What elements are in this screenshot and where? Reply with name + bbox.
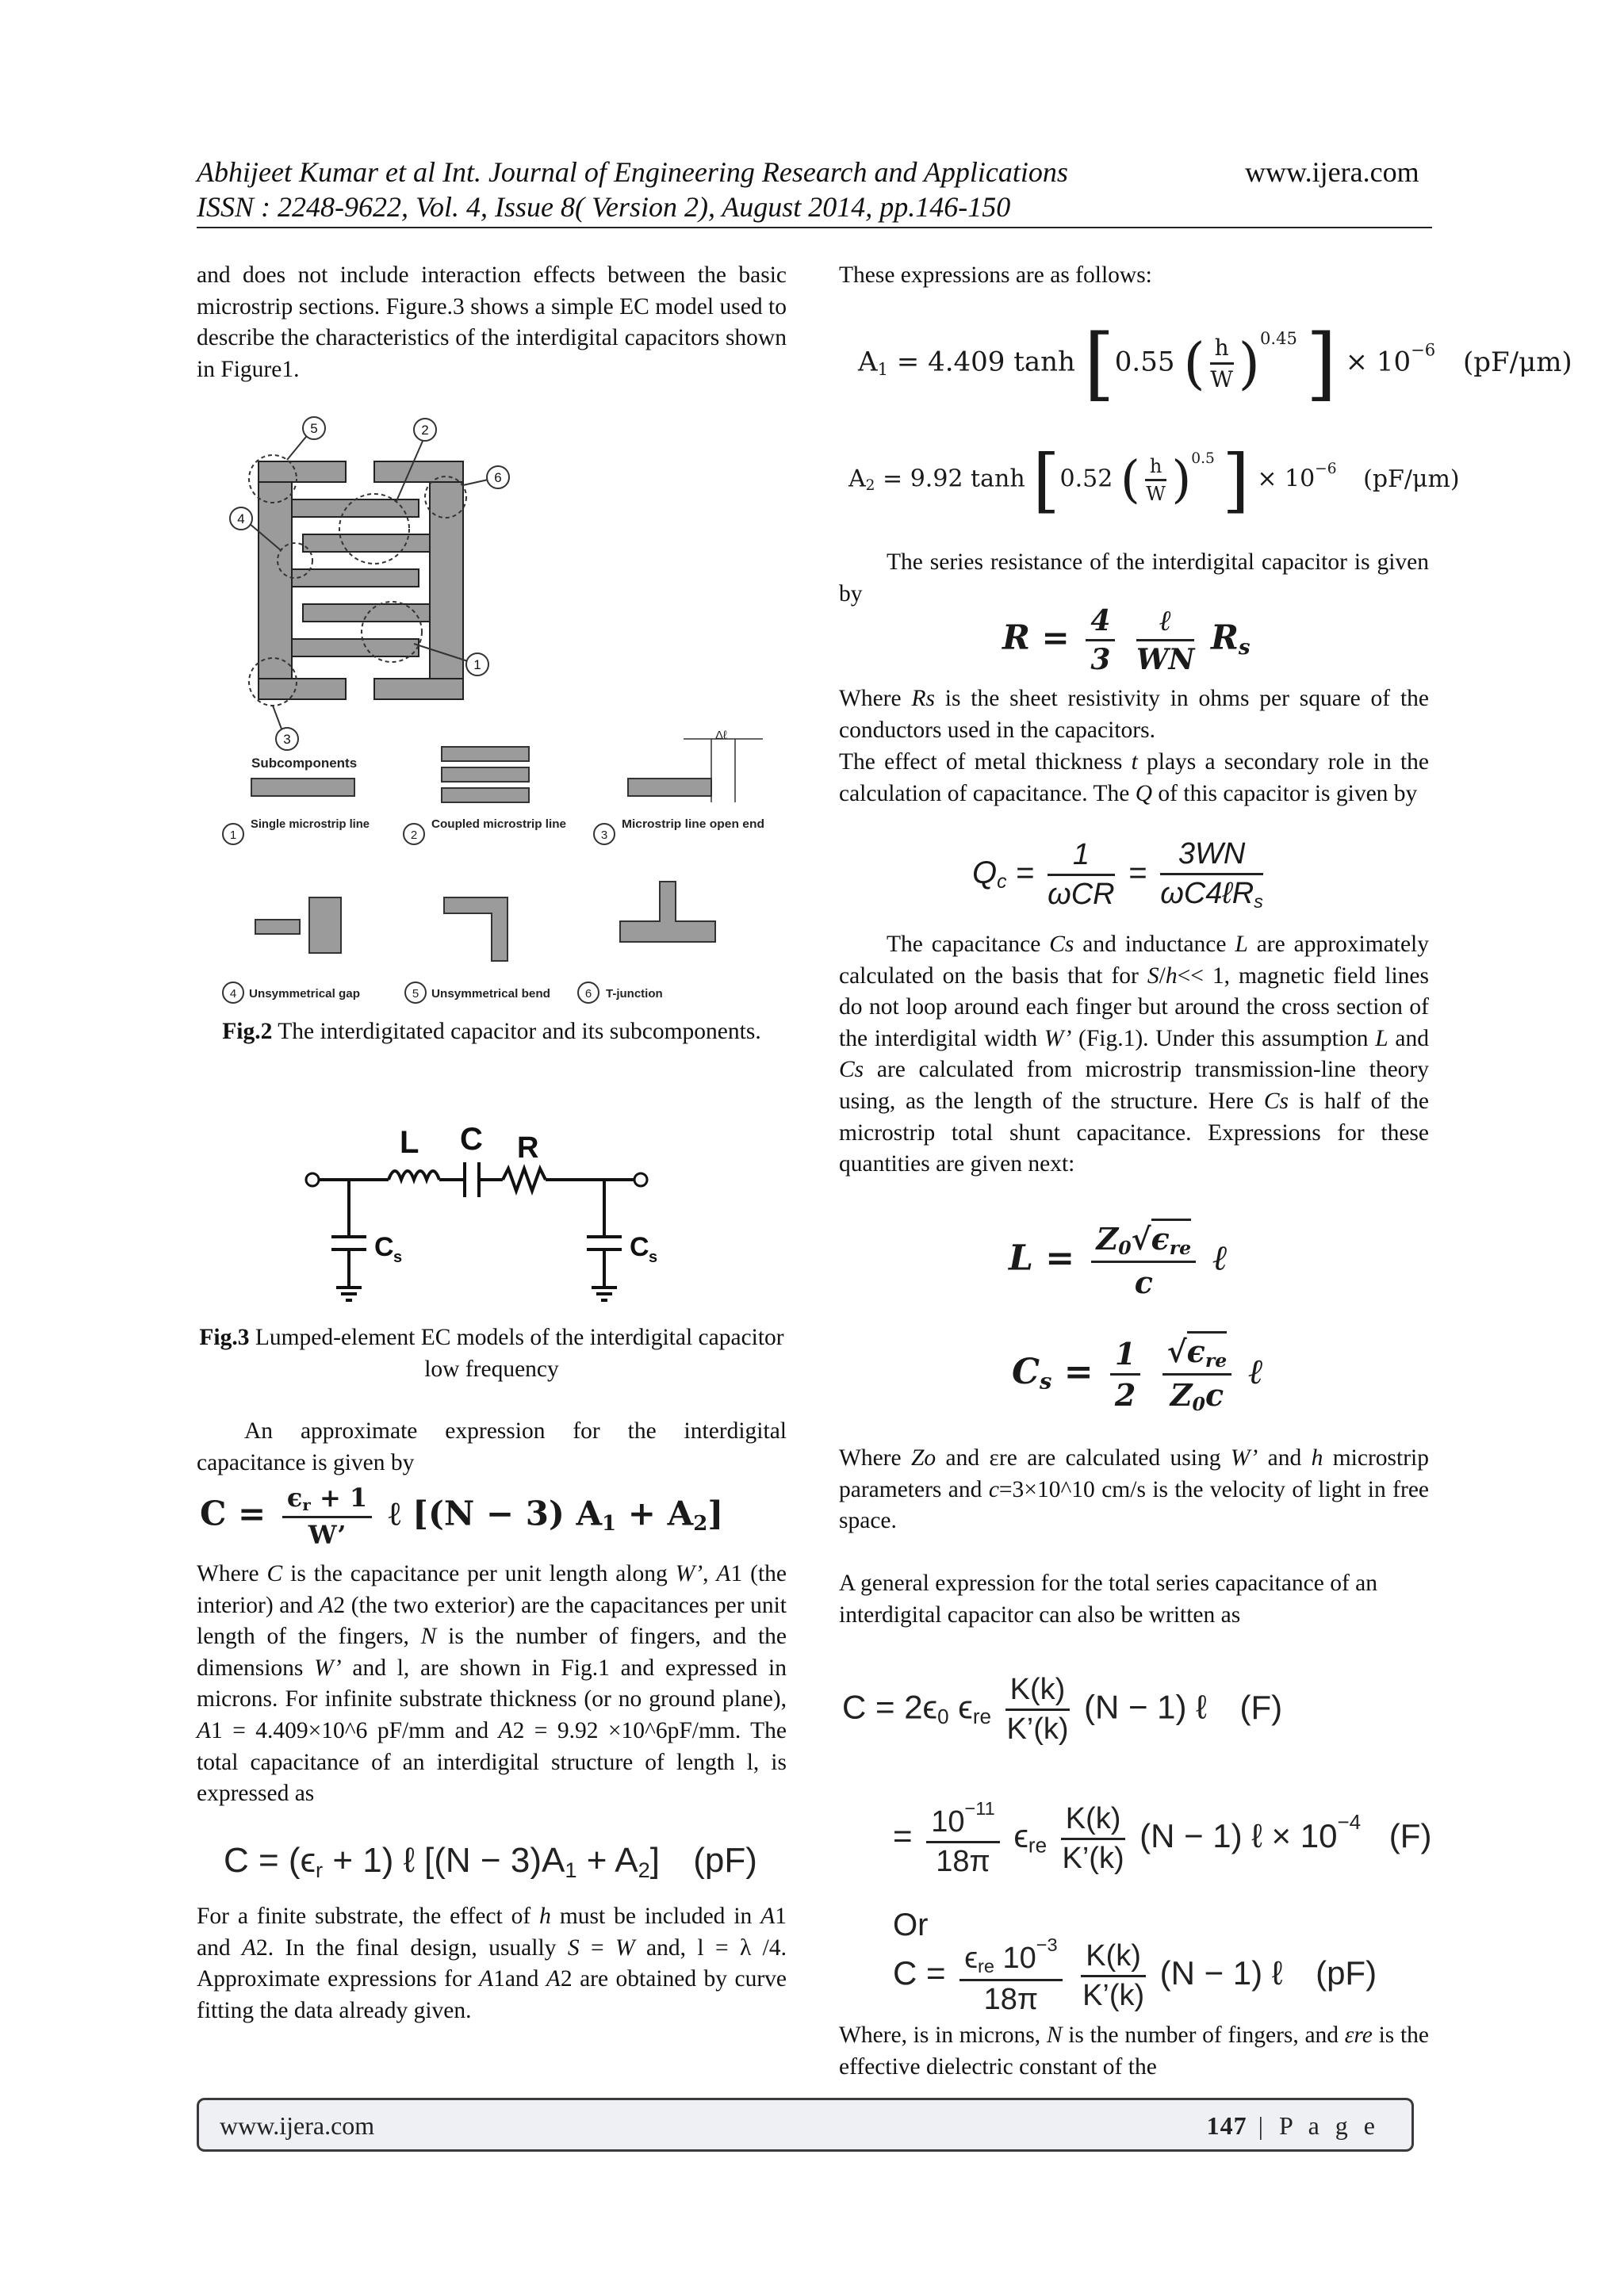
eq-g1-mid: ϵ [948, 1688, 973, 1726]
item-2-label: Coupled microstrip line [431, 817, 566, 831]
fig2-caption [197, 1016, 787, 1048]
eq-a2-coef: 0.52 [1059, 465, 1113, 493]
equation-q-factor [972, 837, 1268, 913]
left-paragraph-4-text: For a finite substrate, the effect of h must be included in A1 and A2. In the final design, usually S = W and, l = λ /4. Approximate expressions for A1and A2 are obtained by curve fitting the data already given. [197, 1904, 787, 2023]
right-paragraph-3 [839, 683, 1429, 746]
eq-l-root-sub: re [1169, 1236, 1192, 1259]
eq-l-den: c [1134, 1264, 1153, 1300]
coupled-microstrip-shape [442, 747, 529, 802]
delta-l-label: Δℓ [715, 729, 727, 742]
eq-l-lhs: L = [1009, 1238, 1075, 1279]
page-number: 147 [1206, 2111, 1247, 2140]
item-5-number: 5 [412, 987, 419, 1001]
eq-r-rs: R [1211, 618, 1239, 657]
item-2-number: 2 [410, 828, 418, 842]
eq-a2-lhs-sub: 2 [865, 477, 875, 495]
eq-cs-rest: ℓ [1248, 1351, 1264, 1392]
equation-capacitance-1 [200, 1483, 723, 1550]
eq-r-f1-num: 4 [1086, 604, 1115, 641]
eq-a1-mid: = 4.409 tanh [887, 346, 1075, 378]
equation-total-capacitance [224, 1841, 757, 1883]
callout-1: 1 [473, 657, 481, 672]
eq-g2-num: K(k) [1061, 1802, 1126, 1840]
eq-g1-den: K’(k) [1006, 1712, 1069, 1746]
eq-q-lhs: Q [972, 855, 998, 890]
left-paragraph-1: and does not include interaction effects between the basic microstrip sections. Figure.3 shows a simple EC model used to describe the characteristics of the interdigital capacitors shown in Figure1. [197, 262, 787, 382]
callout-6: 6 [494, 470, 502, 485]
eq-cs-root: ϵ [1186, 1334, 1205, 1369]
right-paragraph-6-text: Where Zo and εre are calculated using W’ and h microstrip parameters and c=3×10^10 cm/s is the velocity of light in free space. [839, 1445, 1429, 1534]
eq-a1-unit: (pF/μm) [1463, 346, 1572, 378]
eq-g3-f1-num: ϵ [964, 1942, 978, 1976]
figure-3 [301, 1118, 682, 1316]
eq-a2-num: h [1145, 455, 1166, 481]
item-3-number: 3 [600, 828, 608, 842]
right-paragraph-7: A general expression for the total series capacitance of an interdigital capacitor can also be written as [839, 1571, 1378, 1628]
eq-a2-lhs: A [848, 465, 866, 493]
fig2-caption-label: Fig.2 [222, 1019, 273, 1044]
eq-g3-f1-num-sup: −3 [1036, 1934, 1058, 1955]
eq-g2-rest: (N − 1) ℓ × 10 [1139, 1817, 1338, 1855]
right-paragraph-2: The series resistance of the interdigital capacitor is given by [839, 549, 1429, 607]
item-1-number: 1 [229, 828, 237, 842]
eq-c2-sub: r [316, 1857, 324, 1882]
eq-cs-den: Z [1170, 1376, 1193, 1413]
left-paragraph-4 [197, 1901, 787, 2026]
eq-cs-lhs-sub: s [1040, 1368, 1052, 1395]
eq-a2-exp: 0.5 [1191, 450, 1215, 467]
eq-r-f2-num: ℓ [1136, 604, 1194, 641]
eq-c2-text: C = (ϵ [224, 1841, 316, 1880]
item-1-label: Single microstrip line [251, 817, 370, 831]
header-website: www.ijera.com [1245, 156, 1419, 188]
eq-c2-rest2: + A [576, 1841, 638, 1880]
eq-g2-den: K’(k) [1062, 1841, 1124, 1875]
eq-g1-unit: (F) [1239, 1688, 1283, 1726]
eq-a2-times: × 10 [1257, 465, 1316, 493]
page-footer [197, 2098, 1414, 2152]
eq-a1-coef: 0.55 [1114, 346, 1175, 378]
header-citation: Abhijeet Kumar et al Int. Journal of Engineering Research and Applications [197, 156, 1068, 188]
left-paragraph-2: An approximate expression for the interdigital capacitance is given by [197, 1418, 787, 1475]
eq-c1-sub1: 1 [602, 1511, 617, 1536]
equation-inductance: L = $\frac{Z_0√\epsilon_{re}}{c}$ ℓ [1009, 1221, 1228, 1300]
eq-r-f1-den: 3 [1090, 643, 1111, 676]
ec-circuit-diagram [301, 1118, 682, 1316]
running-header-line1 [197, 155, 1068, 189]
eq-c1-lhs: C = [200, 1494, 266, 1533]
equation-resistance [1002, 604, 1251, 676]
gap-large-shape [309, 897, 341, 953]
eq-c1-rest2: + A [616, 1494, 694, 1533]
right-paragraph-8-text: Where, is in microns, N is the number of fingers, and εre is the effective dielectric constant of the [839, 2022, 1429, 2080]
eq-c2-sub1: 1 [565, 1857, 577, 1882]
equation-general-3 [893, 1934, 1377, 2017]
eq-q-f2-num: 3WN [1160, 837, 1263, 875]
fig3-caption [197, 1322, 787, 1385]
equation-general-2 [893, 1798, 1431, 1879]
eq-a2-den: W [1146, 483, 1166, 505]
fig3-caption-label: Fig.3 [199, 1325, 250, 1350]
eq-g2-rest-sup: −4 [1337, 1809, 1362, 1834]
eq-l-num-sub: 0 [1118, 1236, 1132, 1259]
label-cs-left-sub: s [393, 1249, 403, 1266]
eq-a2-unit: (pF/μm) [1363, 465, 1460, 493]
eq-g1-lhs: C = 2ϵ [842, 1688, 938, 1726]
eq-a1-times: × 10 [1345, 346, 1411, 378]
or-label: Or [893, 1908, 929, 1942]
t-junction-shape [620, 882, 715, 942]
header-rule [197, 227, 1432, 228]
eq-g2-f1-num: 10 [931, 1805, 965, 1839]
label-L: L [400, 1125, 419, 1160]
equation-a2: $A_2 = 9.92$ tanh [0.52 ( $\frac{h}{W}$ )$^{0.5}$ ] × $10^{-6}$ (pF/μm) [848, 439, 1460, 521]
eq-g3-lhs: C = [893, 1954, 946, 1992]
single-microstrip-shape [251, 779, 354, 796]
eq-q-lhs-sub: c [997, 871, 1007, 894]
eq-a1-den: W [1210, 366, 1234, 392]
left-paragraph-3 [197, 1559, 787, 1810]
page-label: | P a g e [1247, 2111, 1380, 2140]
bend-shape [444, 897, 508, 961]
eq-c1-den: W’ [308, 1519, 347, 1550]
eq-c1-num-sub: r [302, 1494, 311, 1514]
eq-c2-rest3: ] [649, 1841, 660, 1880]
label-R: R [517, 1131, 539, 1165]
eq-g3-num: K(k) [1081, 1939, 1146, 1977]
right-paragraph-3-text: Where Rs is the sheet resistivity in ohms per square of the conductors used in the capacitors. [839, 686, 1429, 743]
eq-g3-f1-num-rest: 10 [994, 1942, 1036, 1976]
label-C: C [460, 1122, 483, 1157]
subcomponents-title: Subcomponents [251, 756, 358, 771]
eq-c1-num: ϵ [286, 1483, 303, 1513]
eq-g3-rest: (N − 1) ℓ [1159, 1954, 1283, 1992]
equation-shunt-capacitance: $C_s$ = $\frac{1}{2}$ $\frac{√\epsilon_{re}}{Z_0c}$ ℓ [1012, 1334, 1263, 1415]
eq-g2-f1-num-sup: −11 [964, 1798, 995, 1819]
eq-l-rest: ℓ [1212, 1238, 1228, 1279]
eq-a1-times-exp: −6 [1411, 339, 1436, 360]
eq-r-rs-sub: s [1238, 636, 1251, 660]
eq-a1-lhs-sub: 1 [877, 358, 888, 379]
eq-g3-f1-num-sub: re [978, 1956, 994, 1977]
eq-c1-sub2: 2 [693, 1511, 708, 1536]
callout-2: 2 [421, 423, 429, 438]
eq-g3-den: K’(k) [1082, 1978, 1145, 2012]
eq-c2-sub2: 2 [638, 1857, 650, 1882]
item-6-number: 6 [584, 987, 592, 1001]
eq-q-eq2: = [1128, 855, 1147, 890]
right-paragraph-8 [839, 2020, 1429, 2083]
eq-g2-unit: (F) [1388, 1817, 1432, 1855]
callout-5: 5 [310, 421, 318, 436]
item-4-label: Unsymmetrical gap [249, 987, 360, 1001]
eq-q-f2-den: ωC4ℓR [1160, 877, 1254, 910]
interdigital-capacitor-diagram [216, 406, 771, 1008]
footer-website: www.ijera.com [220, 2111, 375, 2140]
item-6-label: T-junction [606, 987, 663, 1001]
eq-g3-f1-den: 18π [983, 1983, 1039, 2017]
gap-small-shape [255, 920, 300, 934]
item-5-label: Unsymmetrical bend [431, 987, 550, 1001]
callout-4: 4 [237, 511, 245, 526]
eq-g2-mid-sub: re [1028, 1833, 1048, 1858]
callout-3: 3 [283, 732, 291, 747]
eq-cs-f1-num: 1 [1110, 1336, 1140, 1376]
eq-g3-unit: (pF) [1316, 1954, 1377, 1992]
eq-cs-eq: = [1051, 1351, 1094, 1392]
right-paragraph-4 [839, 747, 1429, 809]
eq-q-f1-den: ωCR [1048, 877, 1115, 911]
eq-r-f2-den: WN [1136, 643, 1195, 676]
label-cs-right-sub: s [649, 1249, 658, 1266]
eq-a1-exp: 0.45 [1259, 327, 1297, 348]
eq-l-num: Z [1096, 1221, 1119, 1257]
eq-g2-mid: ϵ [1013, 1817, 1028, 1855]
item-4-number: 4 [229, 987, 237, 1001]
eq-q-f1-num: 1 [1048, 838, 1114, 876]
eq-c1-num-rest: + 1 [310, 1483, 368, 1513]
right-paragraph-5-text: The capacitance Cs and inductance L are approximately calculated on the basis that for S/h<< 1, magnetic field lines do not loop around each finger but around the cross section of the interdigital width W’ (Fig.1). Under this assumption L and Cs are calculated from microstrip transmission-line theory using, as the length of the structure. Here Cs is half of the microstrip total shunt capacitance. Expressions for these quantities are given next: [839, 932, 1429, 1177]
eq-c2-unit: (pF) [693, 1841, 757, 1880]
figure-2 [216, 406, 771, 1008]
eq-q-f2-den-sub: s [1254, 890, 1263, 912]
right-paragraph-6 [839, 1443, 1429, 1537]
eq-g1-rest: (N − 1) ℓ [1084, 1688, 1207, 1726]
item-3-label: Microstrip line open end [622, 817, 764, 831]
eq-g1-lhs-sub: 0 [937, 1705, 949, 1729]
eq-a1-lhs: A [858, 346, 878, 378]
eq-cs-lhs: C [1012, 1351, 1040, 1392]
eq-l-root: ϵ [1151, 1221, 1170, 1257]
label-cs-right: C [630, 1232, 649, 1262]
eq-cs-root-sub: re [1205, 1349, 1228, 1372]
eq-c2-rest: + 1) ℓ [(N − 3)A [323, 1841, 565, 1880]
eq-q-eq: = [1006, 855, 1035, 890]
running-header-line2: ISSN : 2248-9622, Vol. 4, Issue 8( Version 2), August 2014, pp.146-150 [197, 191, 1011, 223]
equation-a1: $A_1 = 4.409$ tanh [0.55 ( $\frac{h}{W}$ )$^{0.45}$ ] × $10^{-6}$ (pF/μm) [858, 317, 1572, 410]
open-end-shape [628, 729, 763, 802]
eq-cs-den-rest: c [1205, 1376, 1224, 1413]
eq-g2-f1-den: 18π [936, 1845, 990, 1879]
eq-g1-mid-sub: re [972, 1705, 991, 1729]
eq-g2-lhs: = [893, 1817, 913, 1855]
right-paragraph-5 [839, 929, 1429, 1181]
equation-general-1 [842, 1673, 1282, 1747]
right-paragraph-1: These expressions are as follows: [839, 262, 1152, 288]
eq-cs-f1-den: 2 [1114, 1376, 1136, 1413]
left-paragraph-3-text: Where C is the capacitance per unit length along W’, A1 (the interior) and A2 (the two exterior) are the capacitances per unit length of the fingers, N is the number of fingers, and the dimensions W’ and l, are shown in Fig.1 and expressed in microns. For infinite substrate thickness (or no ground plane), A1 = 4.409×10^6 pF/mm and A2 = 9.92 ×10^6pF/mm. The total capacitance of an interdigital structure of length l, is expressed as [197, 1561, 787, 1807]
eq-c1-rest3: ] [707, 1494, 724, 1533]
footer-page-number [1207, 2110, 1380, 2141]
fig2-caption-text: The interdigitated capacitor and its subcomponents. [272, 1019, 761, 1044]
eq-r-lhs: R = [1002, 618, 1070, 657]
eq-a1-num: h [1210, 335, 1234, 365]
fig3-caption-text: Lumped-element EC models of the interdigital capacitor low frequency [249, 1325, 784, 1382]
eq-cs-den-sub: 0 [1192, 1392, 1205, 1415]
eq-a2-mid: = 9.92 tanh [875, 465, 1025, 493]
right-paragraph-4-text: The effect of metal thickness t plays a secondary role in the calculation of capacitance. The Q of this capacitor is given by [839, 749, 1430, 806]
eq-g1-num: K(k) [1005, 1673, 1071, 1711]
eq-a2-times-exp: −6 [1315, 460, 1337, 477]
eq-c1-rest: ℓ [(N − 3) A [388, 1494, 603, 1533]
label-cs-left: C [374, 1232, 394, 1262]
